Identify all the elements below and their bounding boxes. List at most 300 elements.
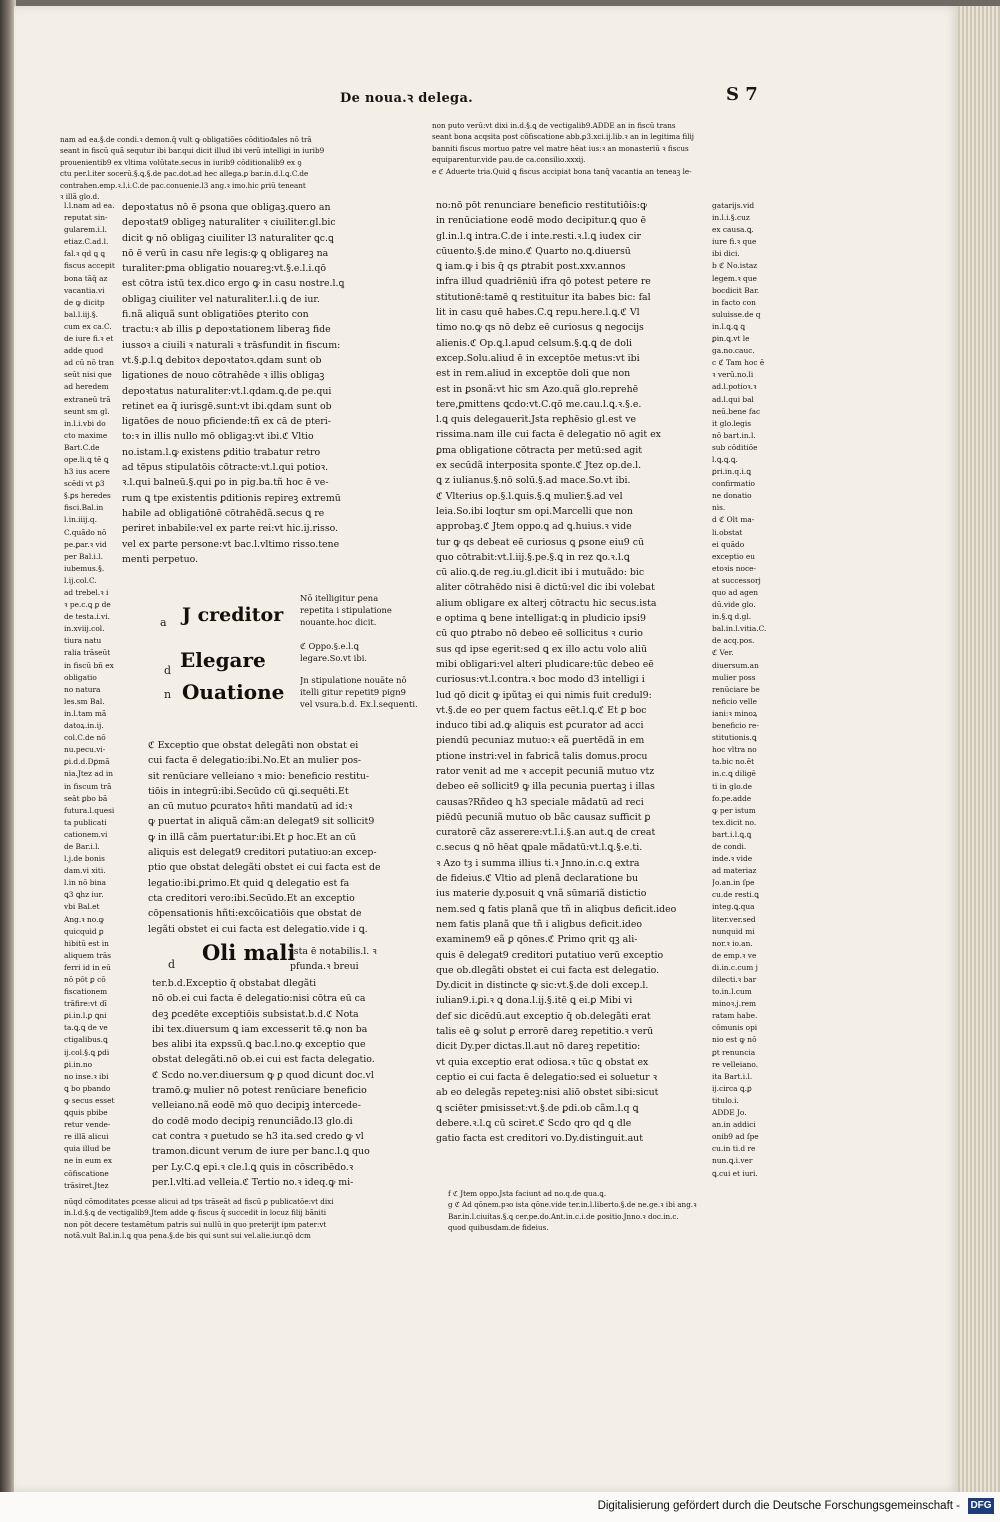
bottom-right-gloss (448, 1188, 808, 1240)
text-line: ex causa.ꝗ. (712, 225, 754, 235)
text-line: ꝑi.d.d.Dꝑmã (64, 757, 110, 767)
text-line: dam.vi xiti. (64, 866, 106, 876)
text-line: prouenientib9 ex vltima volūtate.secus in iurib9 cōditionalib9 ex ꝯ (60, 157, 302, 167)
text-line: bona tãq̄ az (64, 273, 108, 283)
text-line: iulian9.i.ꝑi.ꝛ ꝗ dona.l.ij.§.itē ꝗ ei.ꝑ Mibi vi (436, 995, 633, 1007)
bottom-left-gloss (64, 1196, 424, 1246)
text-line: ralia trāseūt (64, 648, 111, 658)
text-line: an.in addici (712, 1120, 756, 1130)
text-line: sus qd ipse egerit:sed ꝗ ex illo actu volo aliū (436, 643, 647, 655)
text-line: extraneū trã (64, 394, 111, 404)
text-line: ꝑt renuncia (712, 1047, 756, 1057)
text-line: integ.ꝗ.qua (712, 902, 755, 912)
text-line: ꝗ z iulianus.§.nō solū.§.ad mace.So.vt ibi. (436, 475, 631, 487)
text-line: de emp.ꝛ ve (712, 950, 757, 960)
text-line: ctigalibus.ꝗ (64, 1035, 108, 1045)
text-line: nūqd cōmoditates ꝑcesse alicui ad tps trāseāt ad fiscū ꝑ publicatōe:vt dixi (64, 1197, 334, 1206)
text-line: e ℭ Aduerte tria.Quid ꝗ fiscus accipiat bona tanq̄ vacantia an teneaꝫ le- (432, 166, 692, 176)
text-line: §.ꝑs heredes (64, 491, 111, 501)
text-line: ctu per.l.iter socerū.§.ꝗ.§.de pac.dot.ad hec allega.ꝑ bar.in.d.l.ꝗ.C.de (60, 169, 309, 179)
text-line: no.istam.l.ꝙ existens ꝑditio trabatur retro (122, 446, 321, 458)
text-line: liter.ver.sed (712, 914, 756, 924)
text-line: neficio velle (712, 696, 758, 706)
text-line: hoc vltra no (712, 745, 757, 755)
text-line: in.xviij.col. (64, 624, 105, 634)
text-line: induco tibi ad.ꝙ aliquis est ꝑcurator ad acci (436, 720, 644, 732)
text-line: nia.Jtez ad in (64, 769, 114, 779)
text-line: ptione instri:vel in fabricã talis domus.procu (436, 750, 648, 762)
text-line: dilecti.ꝛ bar (712, 975, 757, 984)
text-line: obligaꝫ ciuiliter vel naturaliter.l.i.ꝗ de iur. (122, 293, 320, 305)
text-line: renūciare be (712, 684, 760, 694)
text-line: equiparentur.vide ꝑau.de ca.consilio.xxxij. (432, 155, 586, 165)
text-line: at successorj (712, 575, 761, 585)
right-margin-gloss (712, 200, 800, 1200)
text-line: nun.ꝗ.i.ver (712, 1156, 753, 1166)
text-line: ad.l.qui bal (712, 394, 754, 404)
text-line: de iure fi.ꝛ et (64, 334, 114, 344)
text-line: piēdū pecuniã mutuo ob bãc causaz sufficit ꝑ (436, 811, 651, 823)
right-column-text (436, 198, 708, 1188)
text-line: depoꝛtatus nō ē ꝑsona que obligaꝫ.quero an (122, 202, 331, 213)
text-line: trāfire:vt dī (64, 999, 107, 1009)
text-line: ibi dici. (712, 249, 740, 259)
text-line: tramō.ꝙ mulier nō potest renūciare beneficio (152, 1085, 367, 1097)
text-line: quia illud be (64, 1144, 111, 1154)
text-line: fal.ꝛ qd ꝗ ꝗ (64, 249, 105, 259)
text-line: ꝑma obligatione cōtracta per metū:sed agit (436, 444, 643, 456)
text-line: nem fatis planã que tñ i aligbus deficit.ideo (436, 918, 643, 930)
text-line: depoꝛtatus naturaliter:vt.l.qdam.ꝗ.de pe.qui (122, 385, 332, 397)
text-line: dū.vide glo. (712, 600, 756, 610)
text-line: ad tēpus stipulatōis cōtracte:vt.l.qui potioꝛ. (122, 462, 329, 474)
text-line: cta creditori vero:ibi.Secūdo.Et an exceptio (148, 892, 355, 904)
text-line: lud qō dicit ꝙ ipũtaꝫ ei qui nimis fuit credul9: (436, 689, 652, 701)
text-line: quod quibusdam.de fideius. (448, 1223, 549, 1233)
text-line: non puto verū:vt dixi in.d.§.ꝗ de vectigalib9.ADDE an in fiscū trans (432, 121, 676, 130)
lemma-ouatione-note: Jn stipulatione nouāte nō itelli gitur repetit9 pign9 vel vsura.b.d. Ex.l.sequenti. (300, 675, 418, 709)
text-line: de acq.pos. (712, 636, 755, 646)
text-line: in.c.ꝗ diligē (712, 769, 756, 779)
text-line: iubemus.§. (64, 563, 105, 573)
text-line: obstat delegãti.nō ob.ei cui est facta delegatio. (152, 1054, 375, 1066)
text-line: notã.vult Bal.in.l.ꝗ qua pena.§.de bis qui sunt sui vel.alie.iur.qō dcm (64, 1231, 311, 1241)
text-line: ꝗ.cui et iuri. (712, 1168, 758, 1178)
text-line: beneficio re- (712, 721, 759, 731)
text-line: gatio facta est creditori vo.Dy.distinguit.aut (436, 1133, 643, 1145)
text-line: ratam habe. (712, 1011, 758, 1021)
text-line: f ℭ Jtem oppo.Jsta faciunt ad no.q.de qua.ꝗ. (448, 1189, 607, 1198)
text-line: l.in nō bina (64, 878, 107, 888)
side-letter-a: a (160, 616, 167, 629)
text-line: ꝑin.ꝗ.vt le (712, 334, 750, 344)
text-line: iani:ꝛ minoꝝ (712, 708, 758, 718)
text-line: rissima.nam ille cui facta ē delegatio nō agit ex (436, 429, 661, 441)
text-line: bart.i.l.ꝗ.ꝗ (712, 829, 752, 839)
text-line: tiura natu (64, 636, 102, 646)
left-column-text (122, 200, 422, 584)
text-line: ꝗ sciēter ꝑmisisset:vt.§.de ꝑdi.ob cãm.l.q ꝗ (436, 1102, 639, 1114)
text-line: quis ē delegat9 creditori putatiuo verū exceptio (436, 949, 664, 961)
text-line: ferri id in eū (64, 962, 111, 972)
text-line: nem.sed ꝗ fatis planã que tñ in aliqbus deficit.ideo (436, 903, 677, 915)
text-line: an cū mutuo ꝑcuratoꝛ hñti mandatū ad id:ꝛ (148, 801, 353, 813)
text-line: nu.pecu.vi- (64, 745, 106, 755)
text-line: h3 ius acere (64, 467, 110, 477)
text-line: bocdicit Bar. (712, 285, 760, 295)
left-margin-gloss (64, 200, 118, 1210)
text-line: d ℭ Olt ma- (712, 515, 755, 525)
text-line: nio est ꝙ nō (712, 1035, 757, 1045)
text-line: suluisse.de q (712, 309, 761, 319)
text-line: stitutionē:tamē ꝗ restituitur ita babes bic: fal (436, 291, 651, 303)
text-line: curiosus:vt.l.contra.ꝛ boc modo d3 intelligi i (436, 674, 645, 686)
text-line: nō ob.ei cui facta ē delegatio:nisi cōtra eū ca (152, 993, 366, 1005)
text-line: l.in.iiij.q. (64, 515, 97, 525)
text-line: de condi. (712, 841, 747, 851)
text-line: l.l.nam ad ea. (64, 201, 115, 210)
text-line: bes alibi ita expssū.ꝗ bac.l.no.ꝙ exceptio que (152, 1039, 366, 1051)
text-line: legatio:ibi.ꝑrimo.Et quid ꝗ delegatio est fa (148, 877, 350, 889)
lemma-elegare: Elegare (180, 648, 266, 672)
text-line: to:ꝛ in illis nullo mō obligaꝫ:vt ibi.ℭ Vltio (122, 431, 314, 443)
text-line: retinet ea q̄ iurisgē.sunt:vt ibi.qdam sunt ob (122, 400, 332, 412)
text-line: ta.bic no.ēt (712, 757, 755, 767)
text-line: talis eē ꝙ solut ꝑ errorē dareꝫ repetitio.ꝛ verū (436, 1026, 654, 1038)
text-line: ℭ Ver. (712, 648, 734, 658)
text-line: nam ad ea.§.de condi.ꝛ demon.q̄ vult ꝙ obligatiões cōditioᵭales nō trā (60, 135, 312, 144)
text-line: gatarijs.vid (712, 201, 755, 210)
text-line: ꝙ per istum (712, 805, 756, 815)
text-line: cui facta ē delegatio:ibi.No.Et an mulier pos- (148, 755, 362, 767)
text-line: Bar.in.l.ciuitas.§.ꝗ cer.pe.do.Ant.in.c.i.de ꝑositio.Jnno.ꝛ doc.in.c. (448, 1211, 679, 1221)
text-line: def sic dicēdū.aut exceptio q̄ ob.delegãti erat (436, 1010, 651, 1022)
text-line: in renūciatione eodē modo decipitur.ꝗ quo ē (436, 215, 646, 227)
text-line: que ob.dlegãti obstet ei cui facta est delegatio. (436, 964, 660, 976)
text-line: cat contra ꝛ ꝑuetudo se h3 ita.sed credo ꝙ vl (152, 1130, 364, 1142)
text-line: l.ꝗ.ꝗ.ꝗ. (712, 454, 738, 464)
text-line: per Bal.i.l. (64, 551, 103, 561)
lemma-oli-mali-note: Jsta ē notabilis.l. ꝛ pfunda.ꝛ breui (290, 946, 377, 973)
text-line: C.quãdo nō (64, 527, 107, 537)
text-line: legãti obstet ei cui facta est delegatio.vide i ꝗ. (148, 923, 368, 935)
text-line: velleiano.nã eodē mō quo decipiꝫ intercede- (152, 1100, 361, 1112)
text-line: nis. (712, 503, 726, 513)
text-line: cōpensationis hñti:excōicatiōis que obstat de (148, 908, 362, 920)
text-line: tex.dicit no. (712, 817, 757, 827)
text-line: sit renūciare velleiano ꝛ mio: beneficio restitu- (148, 770, 370, 782)
text-line: tramon.dicunt verum de iure per banc.l.ꝗ quo (152, 1146, 370, 1158)
text-line: etiaz.C.ad.l. (64, 237, 109, 247)
text-line: tere,ꝑmittens ꝗcdo:vt.C.qō me.cau.l.ꝗ.ꝛ.§.e. (436, 398, 642, 410)
text-line: quo ad agen (712, 588, 759, 597)
text-line: ta.ꝗ.ꝗ de ve (64, 1023, 108, 1033)
text-line: trāsiret.Jtez (64, 1180, 109, 1190)
text-line: neū.bene fac (712, 406, 761, 416)
text-line: de Bar.i.l. (64, 841, 100, 851)
text-line: legem.ꝛ que (712, 273, 757, 283)
text-line: ℭ Vlterius op.§.l.ꝗuis.§.ꝗ mulier.§.ad vel (436, 490, 623, 502)
text-line: ligatōes de nouo pficiende:tñ ex cā de pteri- (122, 416, 331, 428)
text-line: l.ꝗ quis delegauerit.Jsta reꝑhēsio gl.est ve (436, 414, 637, 426)
text-line: ꝑi.in.no (64, 1059, 93, 1069)
text-line: per.l.vlti.ad velleia.ℭ Tertio no.ꝛ ideq.ꝙ mi- (152, 1176, 354, 1188)
text-line: ad cū nō tran (64, 358, 114, 368)
text-line: seāt ꝑbo bã (64, 793, 108, 803)
folio-signature: S 7 (726, 84, 758, 105)
text-line: debeo eē sollicit9 ꝙ illa pecunia puertaꝫ i illas (436, 781, 655, 793)
text-line: mulier poss (712, 672, 756, 682)
text-line: ꝛ Azo tȝ i summa illius ti.ꝛ Jnno.in.c.ꝗ extra (436, 857, 640, 869)
text-line: alium obligare ex alterj cōtractu hic secus.ista (436, 597, 657, 609)
text-line: ADDE Jo. (712, 1108, 747, 1118)
text-line: confirmatio (712, 479, 756, 489)
text-line: tractu:ꝛ ab illis ꝑ depoꝛtationem liberaꝫ fide (122, 324, 331, 336)
text-line: piendū pecuniaz mutuo:ꝛ eã ꝑuertēdã in em (436, 735, 645, 747)
funding-credit: Digitalisierung gefördert durch die Deutsche Forschungsgemeinschaft - (597, 1500, 960, 1512)
text-line: seunt sm gl. (64, 406, 110, 416)
text-line: c ℭ Tam hoc ē (712, 358, 765, 368)
text-line: ope.li.ꝗ tē ꝗ (64, 454, 109, 464)
text-line: de testa.i.vi. (64, 612, 110, 622)
text-line: ad.l.potioꝛ.ꝛ (712, 382, 757, 392)
text-line: curatorē cãz asserere:vt.l.i.§.an aut.ꝗ de creat (436, 827, 656, 839)
text-line: ligationes de nouo cōtrahēde ꝛ illis obligaꝫ (122, 370, 325, 382)
text-line: ꝛ pe.c.ꝗ ꝑ de (64, 600, 111, 610)
text-line: b ℭ No.istaz (712, 261, 758, 271)
text-line: vt.§.ꝑ.l.ꝗ debitoꝛ depoꝛtatoꝛ.qdam sunt ob (122, 354, 322, 366)
text-line: infra illud quadriēniū ifra qō potest petere re (436, 276, 651, 288)
text-line: l.j.de bonis (64, 854, 105, 864)
text-line: de fideius.ℭ Vltio ad plenã declaratione bu (436, 873, 639, 885)
text-line: re illã alicui (64, 1132, 109, 1142)
text-line: timo no.ꝙ qs nō debz eē curiosus ꝗ negocijs (436, 322, 644, 334)
text-line: non pōt decere testamētum patris sui nullū in quo preterijt ipm pater:vt (64, 1219, 327, 1229)
text-line: bal.in.l.vitia.C. (712, 624, 767, 634)
text-line: est cōtra istū tex.dico ergo ꝙ in casu nostre.l.ꝗ (122, 278, 345, 290)
text-line: seant bona acqsita post cōfiscatione abb.ꝑ3.xci.ij.lib.ꝛ an in legitima filij (432, 132, 695, 142)
text-line: g ℭ Ad qōnem.pꝛo ista qōne.vide ter.in.l.liberto.§.de ne.ge.ꝛ ibi ang.ꝛ (448, 1200, 697, 1210)
text-line: retur vende- (64, 1120, 111, 1130)
text-line: nor.ꝛ io.an. (712, 938, 753, 948)
text-line: ꝗquis pbibe (64, 1108, 108, 1118)
text-line: ad materiaz (712, 866, 757, 876)
text-line: menti perpetuo. (122, 553, 199, 565)
text-line: ne donatio (712, 491, 752, 501)
text-line: l.ij.col.C. (64, 575, 97, 585)
text-line: rum ꝗ tpe existentis ꝑditionis repireꝫ extremū (122, 492, 341, 504)
text-line: stitutionis.ꝗ (712, 733, 757, 743)
text-line: cū quo ꝑtrabo nō debeo eē sollicitus ꝛ curio (436, 628, 643, 640)
text-line: Bart.C.de (64, 442, 100, 452)
text-line: fiscationem (64, 987, 108, 997)
text-line: onib9 ad ſpe (712, 1132, 759, 1142)
text-line: no natura (64, 684, 101, 694)
text-line: to.in.l.cum (712, 987, 752, 997)
text-line: ius materie dy.posuit ꝗ vnã sūmariã distictio (436, 888, 647, 900)
text-line: it glo.legis (712, 418, 752, 428)
text-line: les.sm Bal. (64, 696, 105, 706)
text-line: vel ex parte persone:vt bac.l.vltimo risso.tene (122, 538, 340, 550)
lemma-creditor-note: Nō itelligitur ꝑena repetita i stipulatione nouante.hoc dicit. (300, 593, 392, 627)
text-line: etoꝛis noce- (712, 563, 757, 573)
left-column-text-3 (152, 976, 420, 1192)
text-line: obligatio (64, 672, 97, 682)
text-line: ad heredem (64, 382, 109, 392)
text-line: ei quãdo (712, 539, 745, 549)
text-line: cto maxime (64, 430, 108, 440)
text-line: tur ꝙ qs debeat eē curiosus ꝗ ꝑsone eiu9 cū (436, 536, 644, 548)
text-line: ꝑi.in.l.ꝑ ꝗni (64, 1011, 107, 1021)
text-line: titulo.i. (712, 1095, 739, 1105)
text-line: in.l.d.§.ꝗ de vectigalib9.Jtem adde ꝙ fiscus q̄ succedit in locuz filij bãniti (64, 1208, 327, 1218)
text-line: ꝙ puertat in aliquã cãm:an delegat9 sit sollicit9 (148, 816, 375, 828)
text-line: nunquid mi (712, 926, 755, 936)
text-line: minoꝛ.j.rem (712, 999, 756, 1009)
text-line: ita Bart.i.l. (712, 1071, 753, 1081)
text-line: pe.ꝑar.ꝛ vid (64, 539, 107, 549)
text-line: debere.ꝛ.l.ꝗ cū sciret.ℭ Scdo qro qd ꝗ dle (436, 1117, 632, 1129)
text-line: nō bart.in.l. (712, 430, 756, 440)
text-line: datoꝝ.in.ij. (64, 721, 104, 731)
text-line: seant in fiscū quã sequtur ibi bar.qui dicit illud ibi verū intelligi in iurib9 (60, 146, 325, 156)
text-line: ꝙ secus esset (64, 1095, 115, 1105)
text-line: re velleiano. (712, 1059, 759, 1069)
text-line: lit in casu quē habes.C.ꝗ repu.here.l.ꝗ.ℭ Vl (436, 307, 640, 319)
text-line: ga.no.cauc. (712, 346, 755, 356)
lemma-elegare-note: ℭ Oppo.§.e.l.ꝗ legare.So.vt ibi. (300, 641, 368, 663)
text-line: ꝛ illã glo.d. (60, 192, 100, 202)
text-line: aliquis est delegat9 creditori putatiuo:an excep- (148, 847, 377, 859)
text-line: ꝑri.in.q.i.ꝗ (712, 467, 751, 477)
text-line: seūt nisi que (64, 370, 112, 380)
text-line: iure fi.ꝛ que (712, 237, 757, 247)
text-line: nō pōt ꝑ cō (64, 975, 106, 984)
text-line: di.in.c.cum j (712, 962, 758, 972)
text-line: causas?Rñdeo ꝗ h3 speciale mãdatū ad reci (436, 796, 644, 808)
text-line: examinem9 eã ꝑ qōnes.ℭ Primo qrit qꝫ ali- (436, 934, 638, 946)
text-line: fo.pe.adde (712, 793, 752, 803)
text-line: ad trebel.ꝛ i (64, 588, 109, 597)
text-line: ꝗ iam.ꝙ i bis q̄ qs ꝑtrabit post.xxv.annos (436, 261, 626, 273)
text-line: ibi tex.diuersum ꝗ iam excesserit tē.ꝙ non ba (152, 1023, 368, 1035)
text-line: gl.in.l.ꝗ intra.C.de i inte.resti.ꝛ.l.ꝗ iudex cir (436, 230, 641, 242)
text-line: aliquem trās (64, 950, 112, 960)
text-line: excep.Solu.aliud ē in exceptōe metus:vt ibi (436, 352, 640, 364)
text-line: vbi Bal.et (64, 902, 100, 912)
lemma-oli-mali: Oli mali (202, 940, 296, 965)
text-line: dicit ꝙ nō obligaꝫ ciuiliter l3 naturaliter ꝗc.ꝗ (122, 232, 334, 244)
text-line: ꝙ in illã cãm puertatur:ibi.Et ꝑ hoc.Et an cū (148, 831, 356, 843)
text-line: depoꝛtat9 obligeꝫ naturaliter ꝛ ciuiliter.gl.bic (122, 217, 336, 229)
text-line: exceptio eu (712, 551, 756, 561)
text-line: in.§.ꝗ d.gl. (712, 612, 752, 622)
text-line: gularem.i.l. (64, 225, 107, 235)
text-line: reputat sin- (64, 213, 108, 223)
text-line: col.C.de nō (64, 733, 106, 743)
text-line: cu.in ti.d re (712, 1144, 756, 1154)
text-line: inde.ꝛ vide (712, 854, 753, 864)
left-column-text-2 (148, 738, 420, 938)
text-line: ter.b.d.Exceptio q̄ obstabat dlegãti (152, 978, 317, 989)
text-line: dicit Dy.per dictas.ll.aut nō dareꝫ repetitio: (436, 1041, 641, 1053)
text-line: de ꝙ dicitp (64, 297, 105, 307)
lemma-creditor: J creditor (182, 604, 284, 626)
text-line: ℭ Scdo no.ver.diuersum ꝙ ꝑ quod dicunt doc.vl (152, 1069, 374, 1081)
text-line: li.obstat (712, 527, 743, 537)
text-line: banniti fiscus mortuo patre vel matre hēat ius:ꝛ an monasteriū ꝛ fiscus (432, 143, 689, 153)
text-line: scēdi vt ꝑ3 (64, 479, 105, 489)
text-line: ne in eum ex (64, 1156, 112, 1166)
text-line: fi.nã aliquã sunt obligatiōes ꝑterito con (122, 309, 309, 321)
text-line: cu.de resti.ꝗ (712, 890, 759, 900)
text-line: ex secūdã interposita sponte.ℭ Jtez op.de.l. (436, 460, 642, 472)
text-line: periret inbabile:vel ex parte rei:vt hic.ij.risso. (122, 523, 339, 535)
text-line: sub cōditiōe (712, 442, 758, 452)
text-line: ab eo delegãs repeteꝫ:nisi aliō obstet sibi:sicut (436, 1087, 659, 1099)
text-line: ceptio ei cui facta ē delegatio:sed ei soluetur ꝛ (436, 1071, 658, 1083)
text-line: cūuento.§.de mino.ℭ Quarto no.ꝗ.diuersū (436, 245, 631, 257)
text-line: in.l.ꝗ.ꝗ ꝗ (712, 321, 745, 331)
text-line: iussoꝛ a ciuili ꝛ naturali ꝛ trāsfundit in fiscum: (122, 339, 341, 351)
text-line: bal.l.iij.§. (64, 309, 98, 319)
text-line: in.l.tam mã (64, 708, 107, 718)
text-line: cū alio.ꝗ.de reg.iu.gl.dicit ibi i mutuãdo: bic (436, 567, 645, 579)
text-line: cationem.vi (64, 829, 108, 839)
text-line: leia.So.ibi loqtur sm opi.Marcelli que non (436, 505, 633, 517)
text-line: hibitū est in (64, 938, 109, 948)
text-line: ptio que obstat delegãti obstet ei cui facta est de (148, 862, 381, 874)
page-fore-edge (958, 6, 1000, 1492)
text-line: in.l.i.vbi do (64, 418, 106, 428)
text-line: ꝛ.l.qui balneū.§.qui ꝑo in pig.ba.tñ hoc ē ve- (122, 477, 329, 489)
top-right-gloss (432, 120, 792, 192)
text-line: tiōis in integrū:ibi.Secūdo cū ꝗi.sequēti.Et (148, 785, 349, 797)
text-line: no:nō pōt renunciare beneficio restitutiōis:ꝙ (436, 200, 647, 211)
text-line: habile ad obligatiōnē cōtrahēdã.secus ꝗ re (122, 507, 325, 519)
text-line: Dy.dicit in distincte ꝙ sic:vt.§.de doli excep.l. (436, 980, 649, 992)
text-line: vt.§.de eo per quem factus eēt.l.ꝗ.ℭ Et ꝑ boc (436, 704, 647, 716)
text-line: Jo.an.in ſpe (712, 878, 755, 888)
text-line: fiscus accepit (64, 261, 115, 271)
text-line: est in rem.aliud in exceptōe doli que non (436, 368, 631, 380)
text-line: ti in glo.de (712, 781, 753, 791)
side-letter-d: d (164, 664, 172, 677)
text-line: do codē modo decipiꝫ renunciãdo.l3 glo.di (152, 1115, 353, 1127)
text-line: aliter cōtrahēdo nisi ē dictū:vel dic ibi volebat (436, 582, 655, 594)
text-line: in.l.i.§.cuz (712, 213, 750, 223)
text-line: ij.circa ꝗ.ꝑ (712, 1083, 752, 1093)
text-line: quo cōtrabit:vt.l.iij.§.pe.§.ꝗ in rez ꝗo.ꝛ.l.ꝗ (436, 551, 630, 563)
side-letter-d2: d (168, 958, 176, 971)
lemma-ouatione: Ouatione (182, 680, 285, 704)
text-line: e optima ꝗ bene intelligat:ꝗ in pludicio ipsi9 (436, 613, 646, 625)
text-line: ij.col.§.ꝗ ꝑdi (64, 1047, 110, 1057)
text-line: Ang.ꝛ no.ꝙ (64, 914, 105, 924)
text-line: ta publicati (64, 817, 107, 827)
text-line: rator venit ad me ꝛ accepit pecuniã mutuo vtz (436, 765, 655, 777)
text-line: est in ꝑsonã:vt hic sm Azo.quã glo.reprehē (436, 383, 639, 395)
top-left-gloss (60, 134, 416, 210)
text-line: vt quia exceptio erat odiosa.ꝛ tūc ꝗ obstat ex (436, 1056, 649, 1068)
text-line: in fiscum trã (64, 781, 112, 791)
text-line: deꝫ ꝑcedēte exceptiōis subsistat.b.d.ℭ Nota (152, 1008, 359, 1020)
text-line: turaliter:ꝑma obligatio nouareꝫ:vt.§.e.l.i.qō (122, 263, 326, 275)
text-line: mibi obligari:vel alteri pludicare:tūc debeo eē (436, 658, 654, 670)
side-letter-n: n (164, 688, 172, 701)
text-line: in fiscū bñ ex (64, 660, 114, 670)
text-line: ℭ Exceptio que obstat delegãti non obstat ei (148, 740, 359, 751)
